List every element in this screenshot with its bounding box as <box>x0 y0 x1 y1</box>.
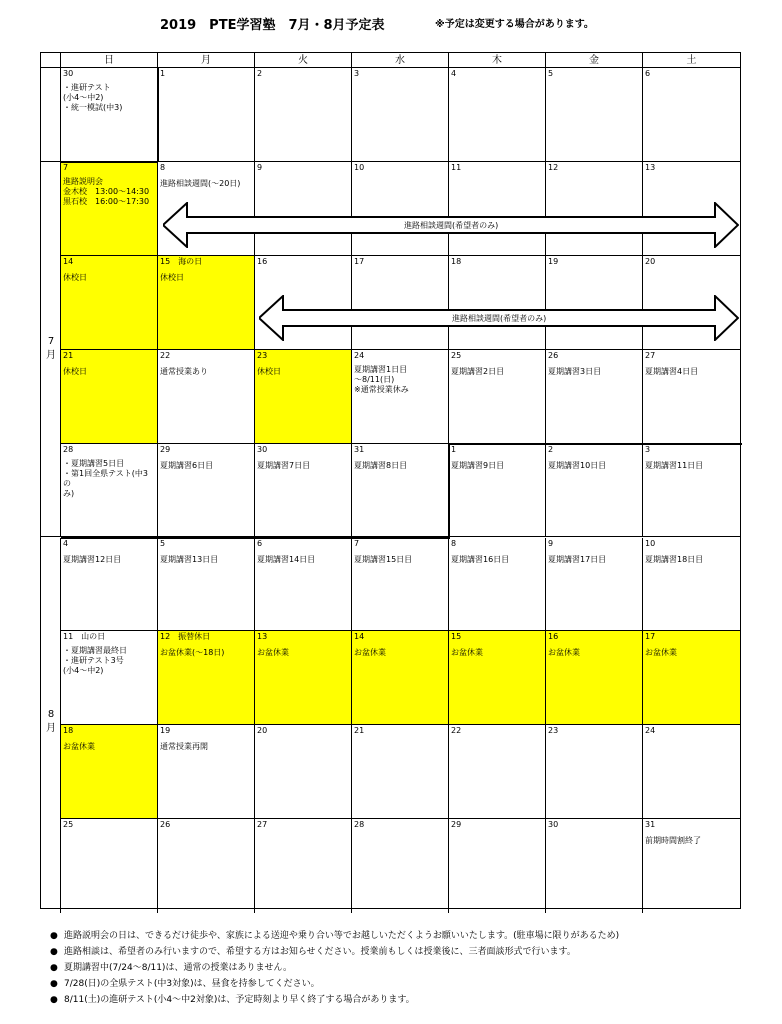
day-cell <box>643 631 740 725</box>
day-event: 通常授業再開 <box>160 742 208 752</box>
day-number: 10 <box>354 162 365 172</box>
day-cell <box>449 538 546 632</box>
day-cell <box>255 725 352 819</box>
day-event: 夏期講習1日目 〜8/11(日) ※通常授業休み <box>354 364 409 394</box>
day-event: 夏期講習7日目 <box>257 460 311 470</box>
day-number: 12 振替休日 <box>160 632 211 642</box>
day-number: 7 <box>63 162 69 172</box>
day-number: 31 <box>645 820 656 830</box>
weekday-header: 月 <box>158 53 255 68</box>
day-number: 8 <box>451 538 457 548</box>
day-cell <box>352 631 449 725</box>
day-number: 26 <box>160 820 171 830</box>
day-number: 14 <box>354 632 365 642</box>
day-event: お盆休業 <box>548 648 580 658</box>
day-number: 29 <box>160 444 171 454</box>
day-event: ・夏期講習最終日 ・進研テスト3号 (小4〜中2) <box>63 646 127 676</box>
calendar-grid <box>40 52 741 909</box>
day-cell <box>546 350 643 444</box>
day-event: 夏期講習4日目 <box>645 366 699 376</box>
day-cell <box>61 819 158 913</box>
day-number: 4 <box>451 69 457 78</box>
day-number: 3 <box>645 444 651 454</box>
weekday-header: 木 <box>449 53 546 68</box>
day-cell <box>352 819 449 913</box>
day-cell <box>158 350 255 444</box>
note-item <box>50 992 770 1008</box>
day-number: 25 <box>451 350 462 360</box>
note-text: 8/11(土)の進研テスト(小4〜中2対象)は、予定時刻より早く終了する場合があります。 <box>64 995 415 1005</box>
day-cell <box>352 350 449 444</box>
day-number: 27 <box>645 350 656 360</box>
bullet-icon: ● <box>50 963 58 973</box>
day-number: 5 <box>548 69 554 78</box>
day-number: 5 <box>160 538 166 548</box>
day-number: 11 山の日 <box>63 632 106 642</box>
day-cell <box>158 538 255 632</box>
day-number: 17 <box>354 256 365 266</box>
day-event: 夏期講習10日目 <box>548 460 607 470</box>
day-number: 8 <box>160 162 166 172</box>
day-number: 24 <box>645 726 656 736</box>
day-cell <box>352 725 449 819</box>
day-cell <box>643 819 740 913</box>
bullet-icon: ● <box>50 931 58 941</box>
note-item <box>50 976 770 992</box>
note-text: 7/28(日)の全県テスト(中3対象)は、昼食を持参してください。 <box>64 979 320 989</box>
day-event: 前期時間割終了 <box>645 836 701 846</box>
day-number: 16 <box>257 256 268 266</box>
day-number: 24 <box>354 350 365 360</box>
note-text: 進路相談は、希望者のみ行いますので、希望する方はお知らせください。授業前もしくは授業後に、三者面談形式で行います。 <box>64 947 576 957</box>
day-event: 夏期講習16日目 <box>451 554 510 564</box>
note-item <box>50 944 770 960</box>
note-item <box>50 928 770 944</box>
day-cell <box>158 725 255 819</box>
day-cell <box>61 68 158 162</box>
day-cell <box>352 68 449 162</box>
day-event: お盆休業 <box>354 648 386 658</box>
day-event: 夏期講習3日目 <box>548 366 602 376</box>
day-cell <box>643 725 740 819</box>
day-cell <box>61 256 158 350</box>
day-cell <box>158 631 255 725</box>
weekday-header: 日 <box>61 53 158 68</box>
day-event: 夏期講習13日目 <box>160 554 219 564</box>
day-cell <box>61 725 158 819</box>
day-event: 夏期講習14日目 <box>257 554 316 564</box>
day-number: 16 <box>548 632 559 642</box>
weekday-header: 土 <box>643 53 740 68</box>
day-number: 11 <box>451 162 462 172</box>
day-event: お盆休業 <box>257 648 289 658</box>
day-number: 25 <box>63 820 74 830</box>
day-event: お盆休業 <box>451 648 483 658</box>
day-event: 休校日 <box>160 272 184 282</box>
day-number: 19 <box>160 726 171 736</box>
weekday-header: 火 <box>255 53 352 68</box>
day-number: 20 <box>257 726 268 736</box>
month-label-july: 7月 <box>46 336 56 361</box>
arrow-label: 進路相談週間(希望者のみ) <box>452 314 547 323</box>
day-event: 夏期講習17日目 <box>548 554 607 564</box>
day-number: 23 <box>548 726 559 736</box>
day-event: 夏期講習18日目 <box>645 554 704 564</box>
day-number: 3 <box>354 69 360 78</box>
day-event: 夏期講習2日目 <box>451 366 505 376</box>
day-number: 28 <box>63 444 74 454</box>
day-number: 7 <box>354 538 360 548</box>
day-cell <box>255 538 352 632</box>
page-title <box>0 14 782 33</box>
day-event: 夏期講習9日目 <box>451 460 505 470</box>
day-number: 2 <box>257 69 263 78</box>
day-number: 30 <box>63 69 74 78</box>
day-cell <box>546 538 643 632</box>
note-text: 夏期講習中(7/24〜8/11)は、通常の授業はありません。 <box>64 963 292 973</box>
day-event: 休校日 <box>63 272 87 282</box>
day-number: 26 <box>548 350 559 360</box>
day-cell <box>449 819 546 913</box>
day-cell <box>546 444 643 538</box>
day-cell <box>158 256 255 350</box>
month-label-august: 8月 <box>46 709 56 734</box>
day-event: お盆休業 <box>645 648 677 658</box>
day-number: 21 <box>354 726 365 736</box>
day-number: 30 <box>548 820 559 830</box>
day-number: 17 <box>645 632 656 642</box>
day-cell <box>546 631 643 725</box>
day-number: 21 <box>63 350 74 360</box>
day-cell <box>643 350 740 444</box>
schedule-title: 2019 PTE学習塾 7月・8月予定表 <box>160 18 385 33</box>
day-number: 12 <box>548 162 559 172</box>
day-number: 10 <box>645 538 656 548</box>
day-cell <box>449 444 546 538</box>
day-cell <box>158 68 255 162</box>
day-number: 13 <box>257 632 268 642</box>
notes-list <box>50 928 770 1008</box>
day-event: 夏期講習6日目 <box>160 460 214 470</box>
day-event: 進路説明会 金木校 13:00〜14:30 黒石校 16:00〜17:30 <box>63 176 150 206</box>
bullet-icon: ● <box>50 979 58 989</box>
day-event: ・夏期講習5日目 ・第1回全県テスト(中3の み) <box>63 458 148 498</box>
day-number: 4 <box>63 538 69 548</box>
day-event: 夏期講習11日目 <box>645 460 704 470</box>
day-cell <box>449 350 546 444</box>
header-corner <box>41 53 61 68</box>
note-item <box>50 960 770 976</box>
day-cell <box>158 819 255 913</box>
month-cell-top <box>41 68 61 162</box>
day-cell <box>255 68 352 162</box>
day-event: 夏期講習8日目 <box>354 460 408 470</box>
day-cell <box>449 725 546 819</box>
day-cell <box>61 444 158 538</box>
day-event: お盆休業(〜18日) <box>160 648 225 658</box>
weekday-header: 水 <box>352 53 449 68</box>
day-number: 1 <box>451 444 457 454</box>
day-cell <box>352 444 449 538</box>
day-cell <box>546 725 643 819</box>
day-cell <box>61 538 158 632</box>
day-cell <box>158 444 255 538</box>
day-number: 2 <box>548 444 554 454</box>
day-number: 28 <box>354 820 365 830</box>
day-cell <box>255 350 352 444</box>
day-cell <box>449 68 546 162</box>
day-event: 夏期講習15日目 <box>354 554 413 564</box>
day-number: 29 <box>451 820 462 830</box>
day-cell <box>255 819 352 913</box>
day-number: 9 <box>548 538 554 548</box>
day-number: 22 <box>451 726 462 736</box>
bullet-icon: ● <box>50 947 58 957</box>
day-cell <box>643 68 740 162</box>
day-cell <box>255 444 352 538</box>
day-cell <box>449 631 546 725</box>
day-cell <box>61 162 158 256</box>
day-number: 13 <box>645 162 656 172</box>
day-number: 18 <box>451 256 462 266</box>
day-number: 1 <box>160 69 166 78</box>
day-event: 進路相談週間(〜20日) <box>160 178 241 188</box>
day-cell <box>352 538 449 632</box>
day-cell <box>643 444 740 538</box>
change-note: ※予定は変更する場合があります。 <box>435 19 594 30</box>
day-number: 18 <box>63 726 74 736</box>
day-number: 15 海の日 <box>160 256 203 266</box>
day-event: ・進研テスト (小4〜中2) ・統一模試(中3) <box>63 83 123 112</box>
day-cell <box>546 819 643 913</box>
day-event: 通常授業あり <box>160 366 208 376</box>
day-number: 30 <box>257 444 268 454</box>
day-number: 20 <box>645 256 656 266</box>
bullet-icon: ● <box>50 995 58 1005</box>
day-number: 22 <box>160 350 171 360</box>
day-number: 14 <box>63 256 74 266</box>
day-cell <box>643 538 740 632</box>
weekday-header: 金 <box>546 53 643 68</box>
day-number: 31 <box>354 444 365 454</box>
day-cell <box>255 631 352 725</box>
day-cell <box>546 68 643 162</box>
day-number: 9 <box>257 162 263 172</box>
day-event: 休校日 <box>257 366 281 376</box>
day-cell <box>61 350 158 444</box>
note-text: 進路説明会の日は、できるだけ徒歩や、家族による送迎や乗り合い等でお越しいただくようお願いいたします。(駐車場に限りがあるため) <box>64 931 620 941</box>
day-number: 19 <box>548 256 559 266</box>
day-number: 23 <box>257 350 268 360</box>
day-number: 27 <box>257 820 268 830</box>
day-event: 休校日 <box>63 366 87 376</box>
day-event: 夏期講習12日目 <box>63 554 122 564</box>
day-cell <box>61 631 158 725</box>
arrow-label: 進路相談週間(希望者のみ) <box>404 221 499 230</box>
day-event: お盆休業 <box>63 742 95 752</box>
day-number: 6 <box>257 538 263 548</box>
day-number: 15 <box>451 632 462 642</box>
day-number: 6 <box>645 69 651 78</box>
